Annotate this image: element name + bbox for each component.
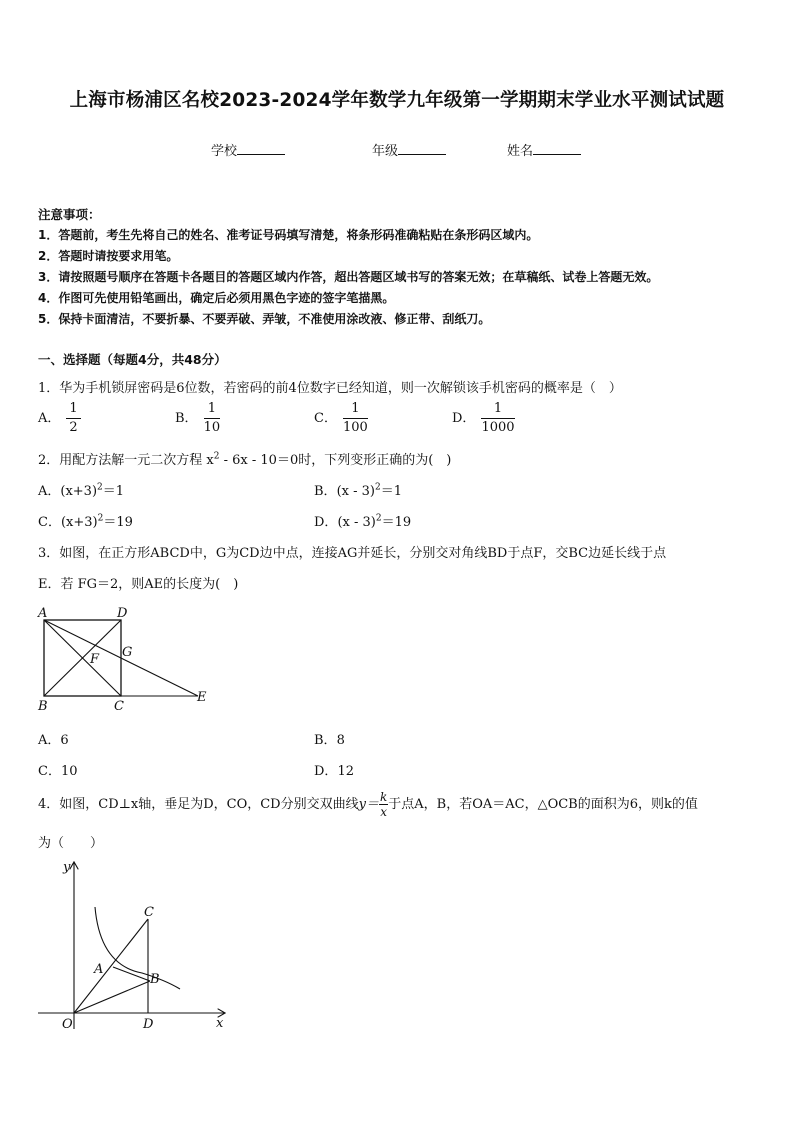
label-g: G	[122, 645, 133, 660]
label-c: C	[114, 699, 124, 714]
q2-option-a: A．$(x+3)^2=1$	[38, 482, 125, 499]
question-4-line2: 为（ ）	[38, 836, 104, 851]
label-o: O	[62, 1017, 73, 1032]
line-ob	[74, 981, 150, 1013]
grade-blank	[398, 142, 446, 155]
question-3-line2: E．若 FG＝2，则AE的长度为( )	[38, 577, 239, 592]
fraction: $\frac{1}{1000}$	[481, 401, 515, 435]
school-label: 学校	[211, 144, 238, 159]
label-d: D	[117, 606, 128, 621]
q1-option-b: B． $\frac{1}{10}$	[175, 401, 221, 435]
label-d: D	[143, 1017, 154, 1032]
q3-option-d: D．12	[314, 764, 354, 779]
q3-square-figure	[30, 600, 220, 715]
fraction: $\frac{1}{100}$	[342, 401, 368, 435]
line-oc	[74, 919, 148, 1013]
q3-option-c: C．10	[38, 764, 78, 779]
label-f: F	[90, 652, 100, 667]
grade-label: 年级	[372, 144, 399, 159]
label-e: E	[197, 690, 207, 705]
label-a: A	[38, 606, 48, 621]
label-c: C	[144, 905, 154, 920]
note-item: 5．保持卡面清洁，不要折暴、不要弄破、弄皱，不准使用涂改液、修正带、刮纸刀。	[38, 312, 491, 326]
q1-option-c: C． $\frac{1}{100}$	[314, 401, 368, 435]
fraction: $\frac{1}{10}$	[203, 401, 221, 435]
note-item: 2．答题时请按要求用笔。	[38, 249, 179, 263]
label-a: A	[94, 962, 104, 977]
note-item: 1．答题前，考生先将自己的姓名、准考证号码填写清楚，将条形码准确粘贴在条形码区域内。	[38, 228, 539, 242]
school-field	[211, 140, 285, 159]
school-blank	[237, 142, 285, 155]
section-title: 一、选择题（每题4分，共48分）	[38, 352, 227, 367]
q1-option-d: D． $\frac{1}{1000}$	[452, 401, 515, 435]
q2-option-c: C．$(x+3)^2=19$	[38, 513, 133, 530]
label-x: x	[216, 1016, 224, 1031]
note-item: 3．请按照题号顺序在答题卡各题目的答题区域内作答，超出答题区域书写的答案无效；在草稿纸、试卷上答题无效。	[38, 270, 659, 284]
question-1-stem: 1．华为手机锁屏密码是6位数，若密码的前4位数字已经知道，则一次解锁该手机密码的概率是（ ）	[38, 381, 622, 396]
label-b: B	[150, 972, 160, 987]
notes-title: 注意事项：	[38, 207, 101, 222]
q1-option-a: A． $\frac{1}{2}$	[38, 400, 81, 437]
name-blank	[533, 142, 581, 155]
note-item: 4．作图可先使用铅笔画出，确定后必须用黑色字迹的签字笔描黑。	[38, 291, 395, 305]
label-b: B	[38, 699, 48, 714]
q2-option-d: D．(x - 3)$^2$＝19	[314, 513, 412, 530]
fraction: $\frac{k}{x}$	[379, 790, 388, 819]
name-label: 姓名	[507, 144, 534, 159]
q2-option-b: B．(x - 3)$^2$＝1	[314, 482, 402, 499]
question-4-line1: 4．如图，CD⊥x轴，垂足为D，CO，CD分别交双曲线y＝ $\frac{k}{x}$ 于点A，B，若OA＝AC，△OCB的面积为6，则k的值	[38, 790, 698, 819]
q3-option-b: B．8	[314, 733, 345, 748]
question-2-stem: 2．用配方法解一元二次方程 $x^2 - 6x - 10=0$时，下列变形正确的为( )	[38, 451, 452, 468]
label-y: y	[63, 860, 71, 875]
name-field	[507, 140, 581, 159]
fraction: $\frac{1}{2}$	[66, 400, 80, 437]
grade-field	[372, 140, 446, 159]
q3-option-a: A．6	[38, 733, 69, 748]
page-title: 上海市杨浦区名校2023-2024学年数学九年级第一学期期末学业水平测试试题	[69, 90, 725, 111]
question-3-line1: 3．如图，在正方形ABCD中，G为CD边中点，连接AG并延长，分别交对角线BD于点F，交BC边延长线于点	[38, 546, 667, 561]
q4-hyperbola-figure	[30, 855, 240, 1035]
